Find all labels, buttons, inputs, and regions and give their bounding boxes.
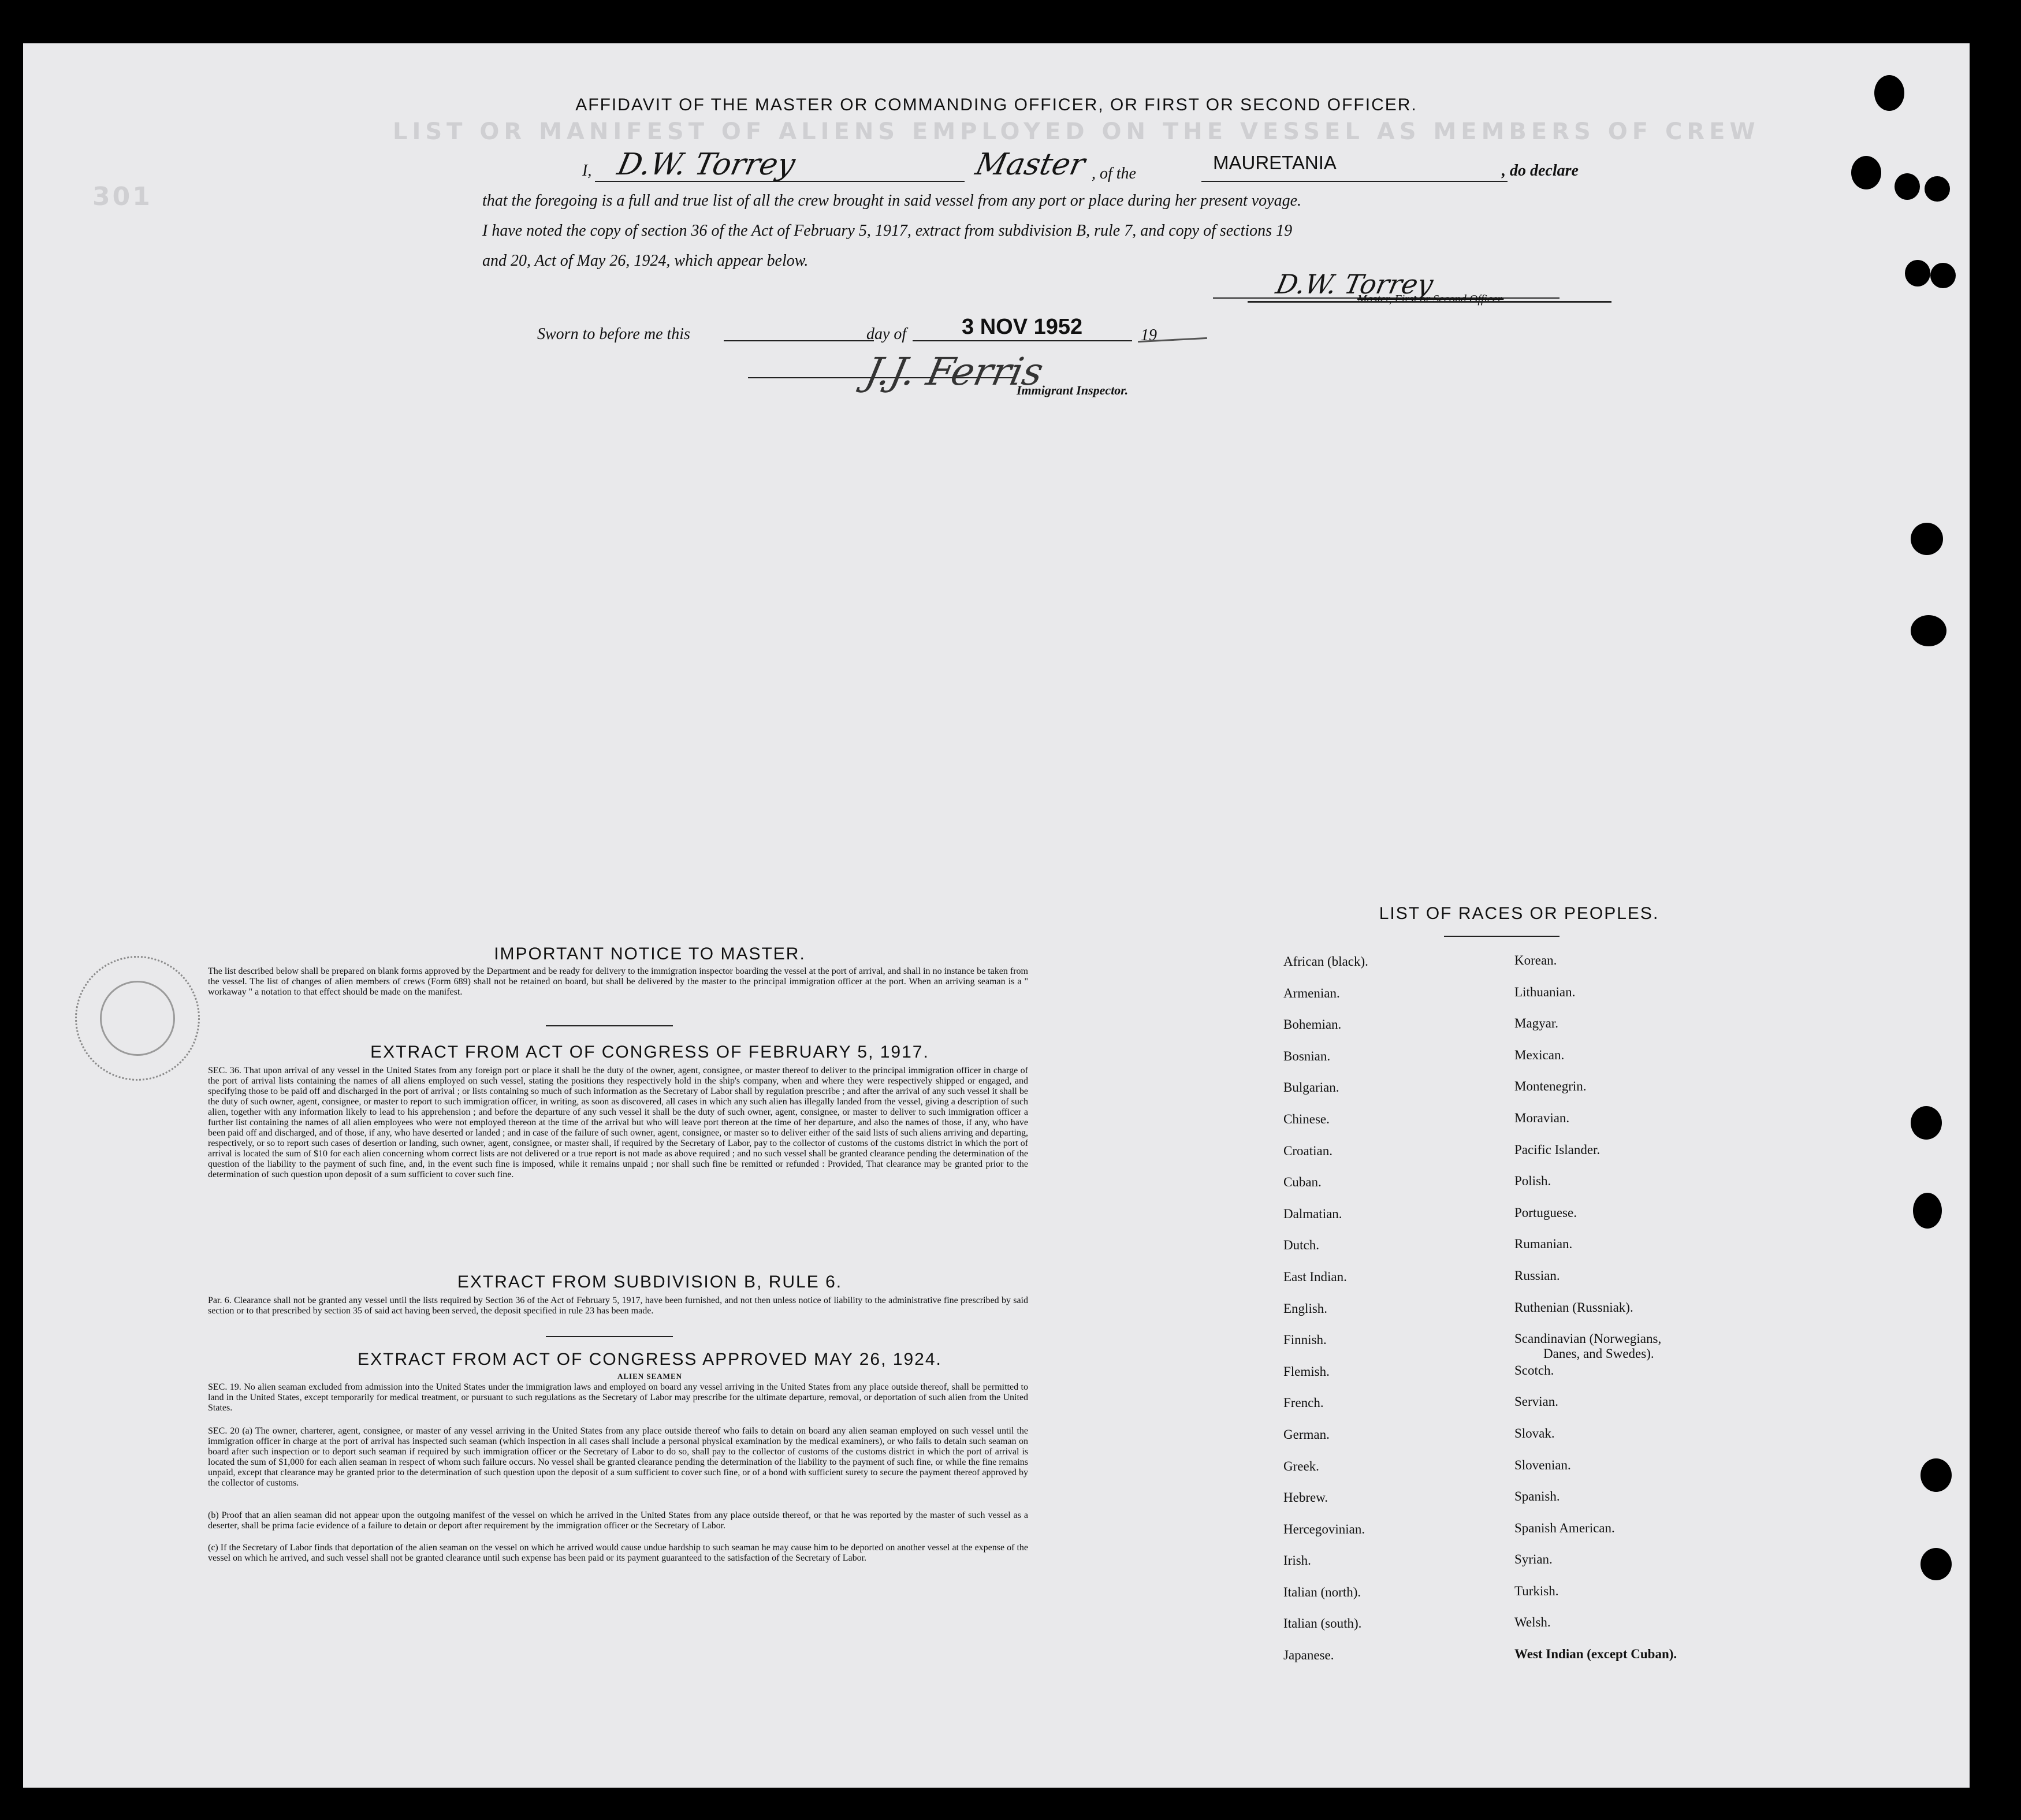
sec-20c-text: (c) If the Secretary of Labor finds that deportation of the alien seaman on the vessel on which he arrived would cause undue hardship to such seaman he may cause him to be deported on another vessel at the expense of the vessel on which he arrived, and such vessel shall not be granted clearance until such expense has been paid or its payment guaranteed to the satisfaction of the Secretary of Labor.: [208, 1543, 1028, 1563]
race-item: Russian.: [1514, 1268, 1560, 1283]
officer-signature: D.W. Torrey: [1273, 269, 1436, 300]
race-item: Bohemian.: [1283, 1017, 1342, 1032]
race-item: Hercegovinian.: [1283, 1521, 1365, 1536]
sec-20a-text: SEC. 20 (a) The owner, charterer, agent, consignee, or master of any vessel arriving in the United States from any place outside thereof who fails to detain on board any alien seaman employed on such vessel until the immigration officer in charge at the port of arrival has inspected such seaman (which inspection in all cases shall include a personal physical examination by the medical examiners), or who fails to detain such seaman on board after such inspection or to deport such seaman if required by such immigration officer or the Secretary of Labor to do so, shall pay to the collector of customs of the customs district in which the port of arrival is located the sum of $1,000 for each alien seaman in respect of whom such failure occurs. No vessel shall be granted clearance pending the determination of the liability to the payment of such fine, or while the fine remains unpaid, except that clearance may be granted prior to the determination of such question upon the deposit of a sum sufficient to cover such fine, or of a bond with sufficient surety to secure the payment thereof approved by the collector of customs.: [208, 1426, 1028, 1488]
alien-seamen-subtitle: ALIEN SEAMEN: [617, 1372, 683, 1380]
race-item: Syrian.: [1514, 1552, 1553, 1567]
race-item: Rumanian.: [1514, 1237, 1573, 1252]
race-item: Slovenian.: [1514, 1457, 1571, 1472]
extract-1917-title: EXTRACT FROM ACT OF CONGRESS OF FEBRUARY 5, 1917.: [370, 1043, 929, 1062]
punch-hole: [1851, 156, 1881, 189]
punch-hole: [1905, 260, 1930, 286]
sworn-label: Sworn to before me this: [537, 325, 690, 343]
of-the-label: , of the: [1092, 165, 1136, 183]
punch-hole: [1874, 75, 1904, 111]
officer-caption: Master, First or Second Officer.: [1357, 293, 1504, 306]
inspector-caption: Immigrant Inspector.: [1017, 383, 1129, 397]
race-item: Scandinavian (Norwegians,: [1514, 1331, 1662, 1346]
punch-hole: [1913, 1193, 1942, 1229]
rule-6-title: EXTRACT FROM SUBDIVISION B, RULE 6.: [457, 1272, 843, 1292]
punch-hole: [1911, 523, 1943, 555]
divider-2: [546, 1336, 673, 1337]
race-item: Croatian.: [1283, 1143, 1333, 1158]
punch-hole: [1911, 1106, 1942, 1140]
affidavit-title: AFFIDAVIT OF THE MASTER OR COMMANDING OFFICER, OR FIRST OR SECOND OFFICER.: [575, 95, 1417, 114]
race-item: Ruthenian (Russniak).: [1514, 1300, 1633, 1315]
day-of-label: day of: [866, 325, 907, 343]
sec-20b-text: (b) Proof that an alien seaman did not appear upon the outgoing manifest of the vessel on which he arrived in the United States from any place outside thereof, or that he was reported by the master of such vessel as a deserter, shall be prima facie evidence of a failure to detain or deport after requirement by the immigration officer or the Secretary of Labor.: [208, 1510, 1028, 1531]
margin-page-number: 301: [92, 182, 152, 211]
race-item: Scotch.: [1514, 1363, 1554, 1378]
bleed-through-header: LIST OR MANIFEST OF ALIENS EMPLOYED ON THE VESSEL AS MEMBERS OF CREW: [393, 118, 1760, 145]
race-item: Mexican.: [1514, 1047, 1565, 1062]
punch-hole: [1911, 615, 1946, 646]
race-item: Italian (north).: [1283, 1584, 1361, 1599]
race-item: Slovak.: [1514, 1426, 1555, 1441]
scan-border: [1970, 0, 2021, 1820]
race-item: Servian.: [1514, 1394, 1559, 1409]
inspector-signature: J.J. Ferris: [861, 349, 1048, 394]
document-sheet: [23, 43, 1970, 1788]
affidavit-line-3: I have noted the copy of section 36 of the Act of February 5, 1917, extract from subdivision B, rule 7, and copy of sections 19: [482, 222, 1293, 240]
punch-hole: [1895, 173, 1920, 200]
official-seal-stamp: [75, 956, 200, 1081]
race-item: Finnish.: [1283, 1333, 1327, 1348]
race-item: Korean.: [1514, 953, 1557, 967]
notice-text: The list described below shall be prepared on blank forms approved by the Department and be ready for delivery to the immigration inspector boarding the vessel at the port of arrival, and shall in no instance be taken from the vessel. The list of changes of alien members of crews (Form 689) shall not be retained on board, but shall be delivered by the master to the principal immigration officer at the port. When an arriving seaman is a " workaway " a notation to that effect should be made on the manifest.: [208, 966, 1028, 997]
race-item: Montenegrin.: [1514, 1079, 1587, 1094]
race-item: Chinese.: [1283, 1111, 1330, 1126]
master-name-signature: D.W. Torrey: [614, 147, 798, 182]
race-item: Dutch.: [1283, 1238, 1319, 1253]
rule-6-text: Par. 6. Clearance shall not be granted any vessel until the lists required by Section 36 of the Act of February 5, 1917, have been furnished, and not then unless notice of liability to the administrative fine prescribed by said section or to that prescribed by section 35 of said act having been served, the deposit specified in rule 23 has been made.: [208, 1296, 1028, 1316]
race-item: Bosnian.: [1283, 1048, 1331, 1063]
race-item: Hebrew.: [1283, 1490, 1328, 1505]
vessel-line: [1201, 181, 1508, 182]
race-item: African (black).: [1283, 954, 1368, 969]
date-stamp: 3 NOV 1952: [962, 315, 1083, 339]
sec-19-text: SEC. 19. No alien seaman excluded from admission into the United States under the immigration laws and employed on board any vessel arriving in the United States from any place outside thereof, shall be permitted to land in the United States, except temporarily for medical treatment, or pursuant to such regulations as the Secretary of Labor may prescribe for the ultimate departure, removal, or deportation of such alien from the United States.: [208, 1382, 1028, 1413]
race-item: Magyar.: [1514, 1016, 1559, 1031]
race-item: Irish.: [1283, 1553, 1311, 1568]
vessel-name: MAURETANIA: [1213, 152, 1337, 173]
race-item: Polish.: [1514, 1174, 1551, 1189]
race-item: Bulgarian.: [1283, 1080, 1339, 1095]
punch-hole: [1920, 1458, 1952, 1492]
sworn-day-line: [724, 340, 874, 341]
races-title: LIST OF RACES OR PEOPLES.: [1379, 904, 1659, 923]
affidavit-line-4: and 20, Act of May 26, 1924, which appear below.: [482, 252, 809, 270]
do-declare-label: , do declare: [1502, 162, 1579, 180]
date-line: [913, 340, 1132, 341]
race-item: Italian (south).: [1283, 1616, 1362, 1631]
punch-hole: [1925, 176, 1950, 202]
extract-1917-text: SEC. 36. That upon arrival of any vessel in the United States from any foreign port or place it shall be the duty of the owner, agent, consignee, or master thereof to deliver to the principal immigration officer in charge of the port of arrival lists containing the names of all aliens employed on such vessel, stating the positions they respectively hold in the ship's company, when and where they were respectively shipped or engaged, and specifying those to be paid off and discharged in the port of arrival ; or lists containing so much of such information as the Secretary of Labor shall by regulation prescribe ; and after the arrival of any such vessel it shall be the duty of such owner, agent, consignee, or master to report to such immigration officer, in writing, as soon as discovered, all cases in which any such alien has illegally landed from the vessel, giving a description of such alien, together with any information likely to lead to his apprehension ; and before the departure of any such vessel it shall be the duty of such owner, agent, consignee, or master to deliver to such immigration officer a further list containing the names of all alien employees who were not employed thereon at the time of the arrival but who will leave port thereon at the time of her departure, and also the names of those, if any, who have been paid off and discharged, and of those, if any, who have deserted or landed ; and in case of the failure of such owner, agent, consignee, or master so to deliver either of the said lists of such aliens arriving and departing, respectively, or so to report such cases of desertion or landing, such owner, agent, consignee, or master shall, if required by the Secretary of Labor, pay to the collector of customs of the customs district in which the port of arrival is located the sum of $10 for each alien concerning whom correct lists are not delivered or a true report is not made as above required ; and no such vessel shall be granted clearance pending the determination of the question of the liability to the payment of such fine, and, in the event such fine is imposed, while it remains unpaid ; nor shall such fine be remitted or refunded : Provided, That clearance may be granted prior to the determination of such question upon deposit of a sum sufficient to cover such fine.: [208, 1066, 1028, 1179]
race-item: Flemish.: [1283, 1364, 1330, 1379]
race-item: Lithuanian.: [1514, 984, 1576, 999]
race-item: Cuban.: [1283, 1175, 1322, 1190]
race-item: Spanish American.: [1514, 1520, 1615, 1535]
officer-strike-line: [1248, 301, 1611, 303]
races-divider: [1444, 936, 1560, 937]
punch-hole: [1930, 263, 1956, 288]
master-rank-handwritten: Master: [972, 147, 1088, 182]
races-left-column: [1283, 954, 1368, 1680]
divider-1: [546, 1025, 673, 1026]
affidavit-i-label: I,: [582, 162, 592, 180]
race-item: Japanese.: [1283, 1648, 1334, 1663]
affidavit-line-2: that the foregoing is a full and true list of all the crew brought in said vessel from any port or place during her present voyage.: [482, 192, 1302, 210]
race-item: English.: [1283, 1301, 1328, 1316]
race-item: Spanish.: [1514, 1489, 1560, 1504]
race-item: Welsh.: [1514, 1615, 1551, 1630]
race-item: French.: [1283, 1395, 1324, 1410]
race-item: Danes, and Swedes).: [1543, 1346, 1654, 1361]
race-item: Pacific Islander.: [1514, 1142, 1601, 1157]
race-item: West Indian (except Cuban).: [1514, 1647, 1677, 1662]
punch-hole: [1920, 1548, 1952, 1580]
race-item: Turkish.: [1514, 1583, 1559, 1598]
notice-title: IMPORTANT NOTICE TO MASTER.: [494, 944, 806, 963]
races-right-column: [1514, 953, 1677, 1678]
race-item: Moravian.: [1514, 1110, 1570, 1125]
race-item: Armenian.: [1283, 985, 1340, 1000]
year-prefix: 19: [1141, 326, 1157, 344]
race-item: German.: [1283, 1427, 1330, 1442]
extract-1924-title: EXTRACT FROM ACT OF CONGRESS APPROVED MAY 26, 1924.: [358, 1350, 942, 1369]
race-item: Greek.: [1283, 1458, 1319, 1473]
race-item: Dalmatian.: [1283, 1206, 1342, 1221]
race-item: East Indian.: [1283, 1269, 1347, 1284]
race-item: Portuguese.: [1514, 1205, 1577, 1220]
